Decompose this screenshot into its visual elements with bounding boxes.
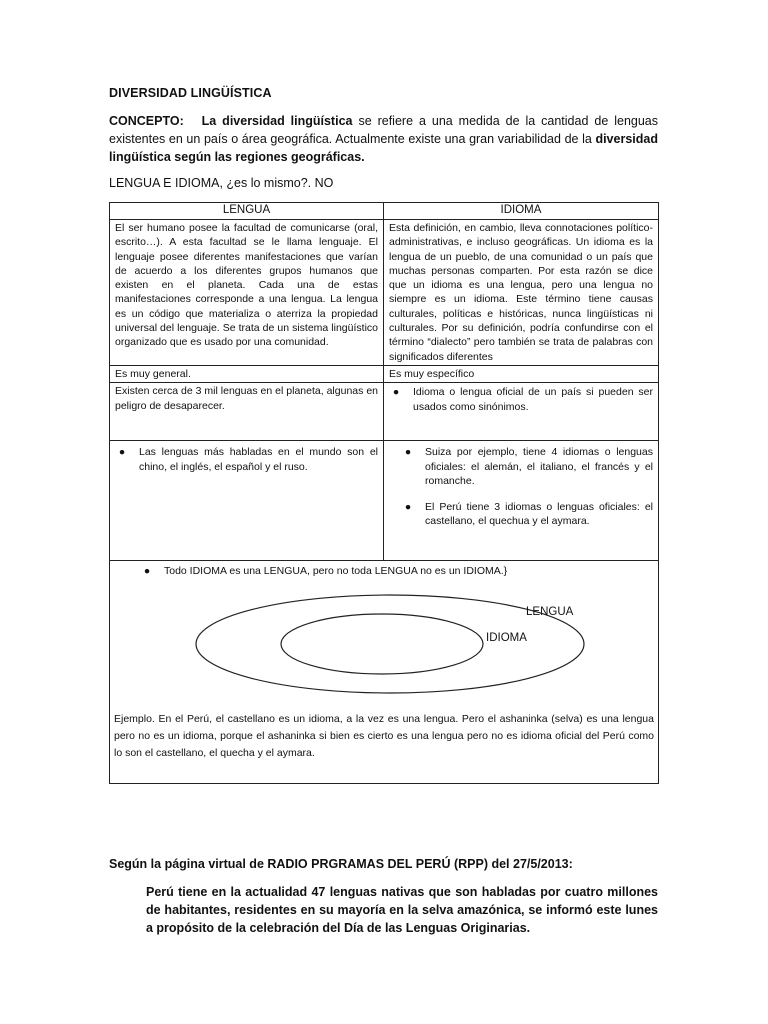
concept-label: CONCEPTO: xyxy=(109,114,184,128)
bullet-icon: ● xyxy=(143,565,151,578)
bullet-icon: ● xyxy=(404,446,412,459)
idioma-example-2: El Perú tiene 3 idiomas o lenguas oficiales: el castellano, el quechua y el aymara. xyxy=(425,501,653,528)
table-row-examples xyxy=(110,441,659,561)
lengua-scope: Es muy general. xyxy=(110,365,384,382)
bullet-icon: ● xyxy=(404,501,412,514)
idioma-fact: Idioma o lengua oficial de un país si pueden ser usados como sinónimos. xyxy=(413,386,653,413)
question-line: LENGUA E IDIOMA, ¿es lo mismo?. NO xyxy=(109,176,334,190)
summary-text: Todo IDIOMA es una LENGUA, pero no toda LENGUA no es un IDIOMA.} xyxy=(164,565,508,578)
table-header-row xyxy=(110,203,659,220)
header-lengua: LENGUA xyxy=(110,203,384,220)
quote-paragraph: Perú tiene en la actualidad 47 lenguas nativas que son habladas por cuatro millones de habitantes, residentes en su mayoría en la selva amazónica, se informó este lunes a propósito de la celebración del Día de las Lenguas Originarias. xyxy=(146,885,658,935)
venn-cell xyxy=(110,561,659,784)
lengua-definition: El ser humano posee la facultad de comunicarse (oral, escrito…). A esta facultad se le llama lenguaje. El lenguaje posee diferentes manifestaciones que varían de acuerdo a los diferentes grupos humanos que existen en el planeta. Cada una de estas manifestaciones corresponde a una lengua. La lengua es un código que materializa o aterriza la propiedad universal del lenguaje. Se trata de un sistema lingüístico organizado que es usado por una comunidad. xyxy=(110,220,384,366)
idioma-definition: Esta definición, en cambio, lleva connotaciones político-administrativas, e incluso geográficas. Un idioma es la lengua de un pueblo, de una comunidad o un país que muchas personas comparten. Por esta razón se dice que un idioma es una lengua, pero una lengua no siempre es un idioma. Este término tiene causas culturales, políticas e históricas, nunca lingüísticas ni culturales. Por su definición, podría confundirse con el término “dialecto” pero también se trata de palabras con significados diferentes xyxy=(384,220,659,366)
bullet-icon: ● xyxy=(392,386,400,399)
lengua-example: Las lenguas más habladas en el mundo son el chino, el inglés, el español y el ruso. xyxy=(139,446,378,473)
example-text: Ejemplo. En el Perú, el castellano es un idioma, a la vez es una lengua. Pero el ashaninka (selva) es una lengua pero no es un idioma, porque el ashaninka si bien es cierto es una lengua pero no es idioma oficial del Perú como lo son el castellano, el quecha y el aymara. xyxy=(114,713,654,760)
concept-paragraph xyxy=(109,112,658,166)
table-row-venn xyxy=(110,561,659,784)
table-row-scope xyxy=(110,365,659,382)
concept-tail: diversidad lingüística según las regiones geográficas. xyxy=(109,132,658,164)
concept-text: se refiere a una medida de la cantidad de lenguas existentes en un país o área geográfica. Actualmente existe una gran variabilidad de la xyxy=(109,114,659,146)
idioma-example-cell xyxy=(384,441,659,561)
idioma-scope: Es muy específico xyxy=(384,365,659,382)
idioma-example-1: Suiza por ejemplo, tiene 4 idiomas o lenguas oficiales: el alemán, el italiano, el francés y el romanche. xyxy=(425,446,653,487)
bullet-icon: ● xyxy=(118,446,126,459)
idioma-ellipse xyxy=(281,614,483,674)
document-title: DIVERSIDAD LINGÜÍSTICA xyxy=(109,86,272,100)
venn-inner-label: IDIOMA xyxy=(486,632,527,645)
source-line: Según la página virtual de RADIO PRGRAMAS DEL PERÚ (RPP) del 27/5/2013: xyxy=(109,857,573,871)
concept-lead: La diversidad lingüística xyxy=(201,114,353,128)
comparison-table xyxy=(109,202,659,784)
lengua-fact: Existen cerca de 3 mil lenguas en el planeta, algunas en peligro de desaparecer. xyxy=(110,383,384,441)
lengua-example-cell xyxy=(110,441,384,561)
table-row-definition xyxy=(110,220,659,366)
table-row-facts xyxy=(110,383,659,441)
venn-outer-label: LENGUA xyxy=(526,606,574,619)
idioma-fact-cell xyxy=(384,383,659,441)
header-idioma: IDIOMA xyxy=(384,203,659,220)
